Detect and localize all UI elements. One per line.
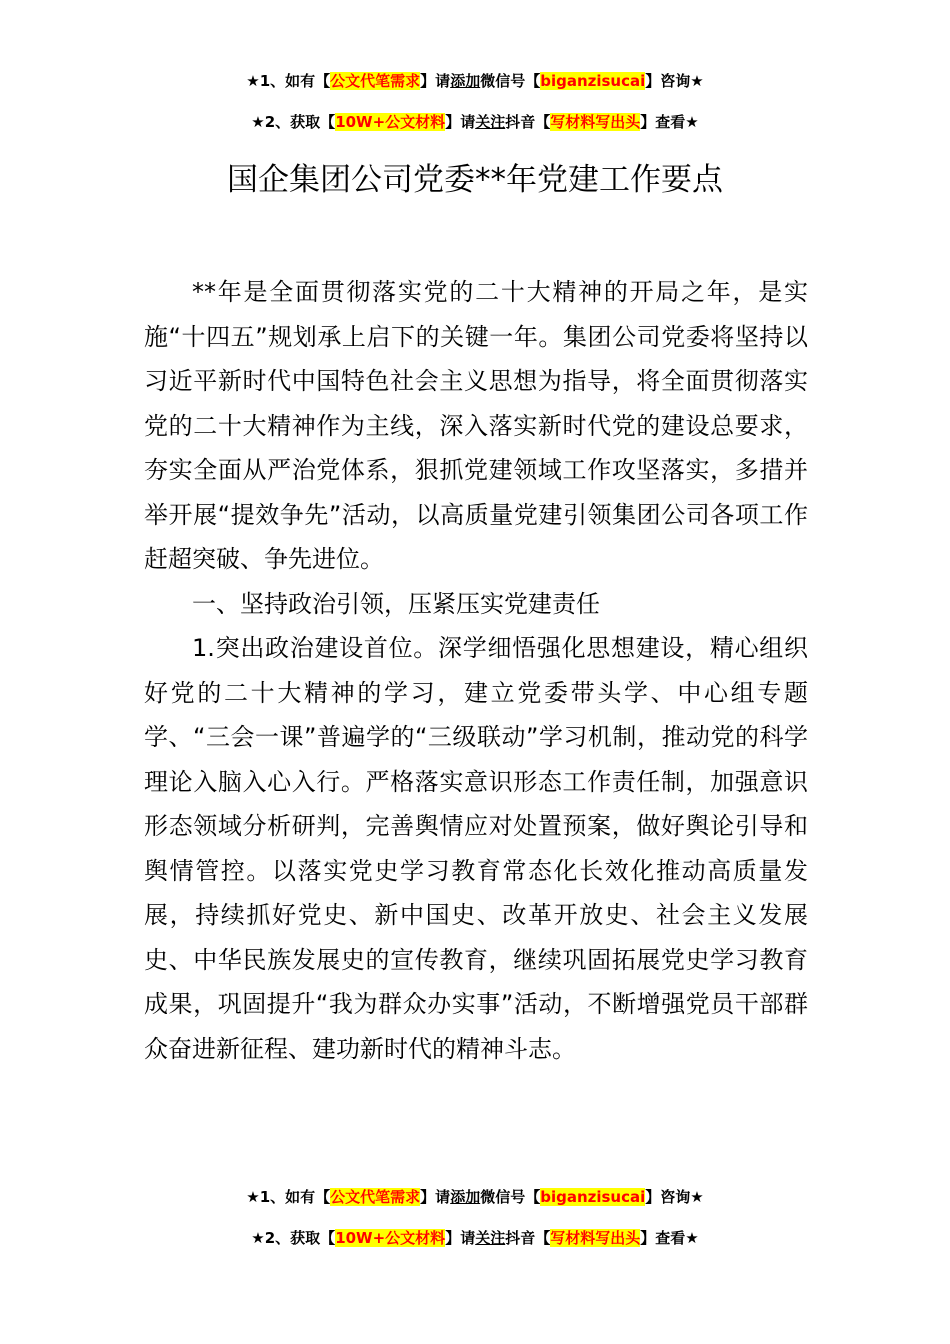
promo-text: ★2、获取【 (251, 1229, 336, 1247)
promo-text: 】请 (420, 72, 451, 90)
document-title: 国企集团公司党委**年党建工作要点 (227, 162, 723, 198)
promo-text: 】请 (420, 1188, 451, 1206)
promo-text: 抖音【 (505, 113, 551, 131)
promo-text: ★1、如有【 (246, 1188, 331, 1206)
promo-emphasis: 添加 (450, 1188, 481, 1206)
promo-footer-line-1 (0, 1187, 950, 1207)
promo-highlight: 写材料写出头 (550, 1229, 641, 1247)
promo-emphasis: 添加 (450, 72, 481, 90)
promo-highlight: 10W+公文材料 (335, 113, 446, 131)
promo-highlight: 写材料写出头 (550, 113, 641, 131)
promo-text: 】咨询★ (645, 72, 704, 90)
promo-highlight: biganzisucai (540, 72, 646, 90)
promo-text: 微信号【 (480, 1188, 541, 1206)
promo-highlight: 公文代笔需求 (330, 1188, 421, 1206)
promo-emphasis: 关注 (475, 113, 506, 131)
body-paragraph: 1.突出政治建设首位。深学细悟强化思想建设，精心组织好党的二十大精神的学习，建立党委带头学、中心组专题学、“三会一课”普遍学的“三级联动”学习机制，推动党的科学理论入脑入心入行。严格落实意识形态工作责任制，加强意识形态领域分析研判，完善舆情应对处置预案，做好舆论引导和舆情管控。以落实党史学习教育常态化长效化推动高质量发展，持续抓好党史、新中国史、改革开放史、社会主义发展史、中华民族发展史的宣传教育，继续巩固拓展党史学习教育成果，巩固提升“我为群众办实事”活动，不断增强党员干部群众奋进新征程、建功新时代的精神斗志。 (144, 634, 808, 1063)
intro-paragraph: **年是全面贯彻落实党的二十大精神的开局之年，是实施“十四五”规划承上启下的关键一年。集团公司党委将坚持以习近平新时代中国特色社会主义思想为指导，将全面贯彻落实党的二十大精神作为主线，深入落实新时代党的建设总要求，夯实全面从严治党体系，狠抓党建领域工作攻坚落实，多措并举开展“提效争先”活动，以高质量党建引领集团公司各项工作赶超突破、争先进位。 (144, 278, 808, 573)
promo-footer-line-2 (0, 1228, 950, 1248)
promo-text: 】查看★ (640, 113, 699, 131)
document-body (144, 270, 808, 1071)
promo-highlight: biganzisucai (540, 1188, 646, 1206)
promo-text: ★2、获取【 (251, 113, 336, 131)
promo-highlight: 公文代笔需求 (330, 72, 421, 90)
promo-emphasis: 关注 (475, 1229, 506, 1247)
promo-text: ★1、如有【 (246, 72, 331, 90)
promo-text: 】查看★ (640, 1229, 699, 1247)
promo-highlight: 10W+公文材料 (335, 1229, 446, 1247)
promo-line-2 (0, 112, 950, 132)
promo-text: 】请 (445, 1229, 476, 1247)
promo-text: 】请 (445, 113, 476, 131)
promo-text: 抖音【 (505, 1229, 551, 1247)
promo-text: 】咨询★ (645, 1188, 704, 1206)
promo-line-1 (0, 71, 950, 91)
promo-text: 微信号【 (480, 72, 541, 90)
section-heading: 一、坚持政治引领，压紧压实党建责任 (192, 589, 600, 618)
